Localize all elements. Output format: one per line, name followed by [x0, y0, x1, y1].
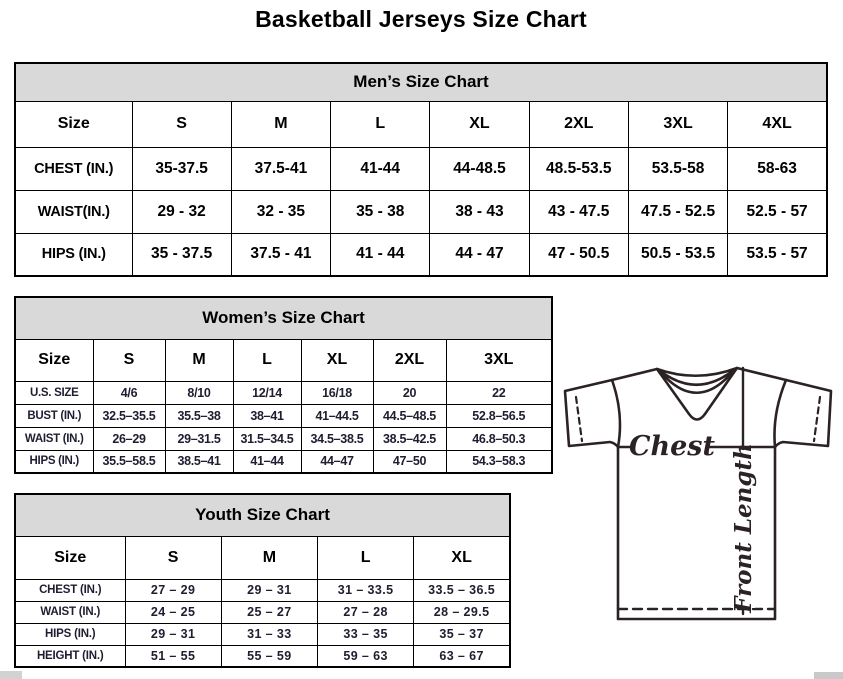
size-cell: 38–41 — [233, 404, 301, 427]
column-header: L — [331, 101, 430, 147]
jersey-diagram — [554, 356, 842, 656]
size-cell: 54.3–58.3 — [446, 450, 552, 473]
table-row — [15, 427, 552, 450]
column-header: L — [233, 339, 301, 381]
size-cell: 35 – 37 — [414, 623, 510, 645]
size-cell: 41–44.5 — [301, 404, 373, 427]
column-header: 3XL — [628, 101, 727, 147]
size-cell: 20 — [373, 381, 446, 404]
column-header: M — [231, 101, 330, 147]
size-cell: 24 – 25 — [125, 601, 221, 623]
womens-size-table — [14, 296, 553, 474]
size-cell: 29 – 31 — [221, 579, 317, 601]
column-header: Size — [15, 101, 132, 147]
row-label: HIPS (IN.) — [15, 623, 125, 645]
size-cell: 55 – 59 — [221, 645, 317, 667]
table-row — [15, 381, 552, 404]
column-header: XL — [430, 101, 529, 147]
column-header: S — [132, 101, 231, 147]
size-cell: 46.8–50.3 — [446, 427, 552, 450]
column-header: XL — [414, 536, 510, 579]
size-cell: 44-48.5 — [430, 147, 529, 190]
row-label: CHEST (IN.) — [15, 147, 132, 190]
chest-label: Chest — [629, 431, 715, 462]
size-cell: 52.8–56.5 — [446, 404, 552, 427]
scrollbar-fragment-left[interactable] — [0, 671, 22, 679]
column-header: L — [318, 536, 414, 579]
table-row — [15, 601, 510, 623]
womens-table-title: Women’s Size Chart — [15, 297, 552, 339]
size-cell: 4/6 — [93, 381, 165, 404]
size-cell: 41–44 — [233, 450, 301, 473]
row-label: CHEST (IN.) — [15, 579, 125, 601]
size-cell: 33 – 35 — [318, 623, 414, 645]
column-header: 2XL — [373, 339, 446, 381]
column-header: Size — [15, 536, 125, 579]
page-title: Basketball Jerseys Size Chart — [255, 6, 587, 32]
size-cell: 37.5 - 41 — [231, 233, 330, 276]
size-cell: 25 – 27 — [221, 601, 317, 623]
size-cell: 31 – 33.5 — [318, 579, 414, 601]
size-cell: 35 - 38 — [331, 190, 430, 233]
size-cell: 47.5 - 52.5 — [628, 190, 727, 233]
column-header: M — [221, 536, 317, 579]
table-row — [15, 147, 827, 190]
size-cell: 33.5 – 36.5 — [414, 579, 510, 601]
size-cell: 43 - 47.5 — [529, 190, 628, 233]
column-header: S — [93, 339, 165, 381]
row-label: WAIST(IN.) — [15, 190, 132, 233]
size-cell: 29 – 31 — [125, 623, 221, 645]
womens-size-chart — [14, 296, 553, 474]
row-label: HEIGHT (IN.) — [15, 645, 125, 667]
size-cell: 8/10 — [165, 381, 233, 404]
size-cell: 27 – 28 — [318, 601, 414, 623]
size-cell: 51 – 55 — [125, 645, 221, 667]
table-row — [15, 404, 552, 427]
size-cell: 52.5 - 57 — [728, 190, 827, 233]
row-label: BUST (IN.) — [15, 404, 93, 427]
size-cell: 27 – 29 — [125, 579, 221, 601]
size-cell: 63 – 67 — [414, 645, 510, 667]
size-cell: 41 - 44 — [331, 233, 430, 276]
table-row — [15, 233, 827, 276]
size-cell: 34.5–38.5 — [301, 427, 373, 450]
size-cell: 16/18 — [301, 381, 373, 404]
mens-size-table — [14, 62, 828, 277]
size-cell: 38.5–42.5 — [373, 427, 446, 450]
size-cell: 12/14 — [233, 381, 301, 404]
size-cell: 59 – 63 — [318, 645, 414, 667]
size-cell: 31 – 33 — [221, 623, 317, 645]
column-header: Size — [15, 339, 93, 381]
jersey-outline — [565, 368, 831, 619]
row-label: WAIST (IN.) — [15, 601, 125, 623]
mens-size-chart — [14, 62, 828, 277]
table-row — [15, 450, 552, 473]
size-cell: 26–29 — [93, 427, 165, 450]
size-cell: 47–50 — [373, 450, 446, 473]
column-header: 2XL — [529, 101, 628, 147]
size-cell: 28 – 29.5 — [414, 601, 510, 623]
size-cell: 44.5–48.5 — [373, 404, 446, 427]
row-label: HIPS (IN.) — [15, 233, 132, 276]
size-cell: 38.5–41 — [165, 450, 233, 473]
youth-table-title: Youth Size Chart — [15, 494, 510, 536]
size-cell: 35 - 37.5 — [132, 233, 231, 276]
size-cell: 53.5-58 — [628, 147, 727, 190]
size-cell: 29–31.5 — [165, 427, 233, 450]
column-header: S — [125, 536, 221, 579]
size-cell: 50.5 - 53.5 — [628, 233, 727, 276]
size-cell: 35.5–58.5 — [93, 450, 165, 473]
youth-size-table — [14, 493, 511, 668]
size-cell: 31.5–34.5 — [233, 427, 301, 450]
mens-table-title: Men’s Size Chart — [15, 63, 827, 101]
scrollbar-fragment-right[interactable] — [814, 672, 843, 679]
table-row — [15, 579, 510, 601]
size-cell: 35.5–38 — [165, 404, 233, 427]
size-cell: 47 - 50.5 — [529, 233, 628, 276]
row-label: WAIST (IN.) — [15, 427, 93, 450]
size-cell: 22 — [446, 381, 552, 404]
size-cell: 37.5-41 — [231, 147, 330, 190]
size-cell: 41-44 — [331, 147, 430, 190]
table-row — [15, 190, 827, 233]
row-label: U.S. SIZE — [15, 381, 93, 404]
column-header: XL — [301, 339, 373, 381]
column-header: 3XL — [446, 339, 552, 381]
size-cell: 32 - 35 — [231, 190, 330, 233]
row-label: HIPS (IN.) — [15, 450, 93, 473]
size-cell: 38 - 43 — [430, 190, 529, 233]
size-cell: 53.5 - 57 — [728, 233, 827, 276]
size-cell: 44–47 — [301, 450, 373, 473]
size-cell: 29 - 32 — [132, 190, 231, 233]
table-row — [15, 623, 510, 645]
table-row — [15, 645, 510, 667]
size-cell: 44 - 47 — [430, 233, 529, 276]
youth-size-chart — [14, 493, 511, 668]
size-cell: 58-63 — [728, 147, 827, 190]
size-cell: 48.5-53.5 — [529, 147, 628, 190]
size-cell: 35-37.5 — [132, 147, 231, 190]
column-header: 4XL — [728, 101, 827, 147]
column-header: M — [165, 339, 233, 381]
front-length-label: Front Length — [730, 443, 757, 613]
size-cell: 32.5–35.5 — [93, 404, 165, 427]
